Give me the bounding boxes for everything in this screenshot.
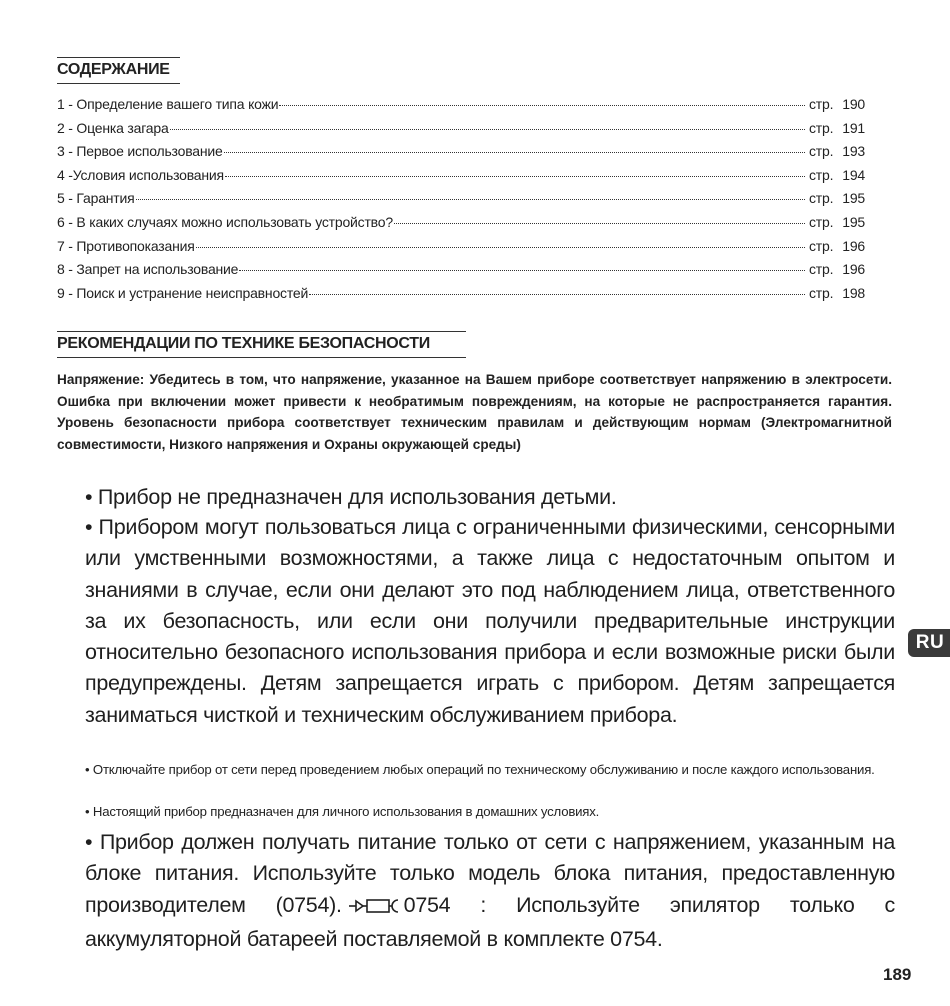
power-supply-text-a: • Прибор должен получать питание только от сети с напряжением, указанным на блоке питания. Используйте только модель блока питания, предоставленную производителем (0754). (85, 830, 895, 917)
toc-title: 7 - Противопоказания (57, 237, 195, 254)
toc-page-prefix: стр. (809, 143, 834, 160)
bullet-limited-capabilities: • Прибором могут пользоваться лица с ограниченными физическими, сенсорными или умственными возможностями, а также лица с недостаточным опытом и знаниями в случае, если они делают это под наблюдением лица, ответственного за их безопасность, или если они получили предварительные инструкции относительно безопасного использования прибора и если возможные риски были предупреждены. Детям запрещается играть с прибором. Детям запрещается заниматься чисткой и техническим обслуживанием прибора. (85, 515, 895, 727)
bullet-unplug: • Отключайте прибор от сети перед проведением любых операций по техническому обслуживанию и после каждого использования. (85, 762, 875, 777)
toc-row (57, 143, 865, 167)
toc-page-number: 198 (842, 284, 865, 301)
toc-title: 9 - Поиск и устранение неисправностей (57, 284, 309, 301)
toc-leader-dots (394, 223, 805, 224)
toc-title: 8 - Запрет на использование (57, 261, 239, 278)
power-adapter-symbol-icon (348, 893, 400, 924)
toc-row (57, 214, 865, 238)
safety-heading: РЕКОМЕНДАЦИИ ПО ТЕХНИКЕ БЕЗОПАСНОСТИ (57, 331, 466, 358)
toc-page-number: 193 (842, 143, 865, 160)
toc-leader-dots (225, 176, 805, 177)
toc-leader-dots (309, 294, 805, 295)
toc-leader-dots (170, 129, 805, 130)
toc-row (57, 261, 865, 285)
toc-page-number: 195 (842, 190, 865, 207)
toc-title: 4 -Условия использования (57, 166, 224, 183)
toc-page-number: 190 (842, 96, 865, 112)
toc-row (57, 167, 865, 191)
toc-page-prefix: стр. (809, 284, 834, 301)
toc-page-number: 196 (842, 261, 865, 278)
bullet-home-use: • Настоящий прибор предназначен для личного использования в домашних условиях. (85, 804, 600, 819)
toc-page-prefix: стр. (809, 96, 834, 112)
toc-page-number: 191 (842, 119, 865, 136)
toc-page-prefix: стр. (809, 213, 834, 230)
toc-row (57, 96, 865, 120)
power-supply-text-b: 0754 : Используйте эпилятор только с аккумуляторной батареей поставляемой в комплекте 0754. (85, 892, 895, 951)
toc-row (57, 190, 865, 214)
bullet-children: • Прибор не предназначен для использования детьми. (85, 485, 617, 509)
toc-leader-dots (196, 247, 805, 248)
toc-page-number: 194 (842, 166, 865, 183)
toc-leader-dots (136, 199, 805, 200)
toc-page-number: 196 (842, 237, 865, 254)
toc-leader-dots (239, 270, 805, 271)
toc-title: 6 - В каких случаях можно использовать устройство? (57, 213, 393, 230)
toc-leader-dots (279, 105, 805, 106)
toc-page-number: 195 (842, 213, 865, 230)
language-tab: RU (908, 629, 950, 657)
toc-row (57, 120, 865, 144)
bullet-power-supply (85, 827, 895, 955)
toc-row (57, 285, 865, 309)
toc-title: 1 - Определение вашего типа кожи (57, 96, 279, 112)
contents-heading: СОДЕРЖАНИЕ (57, 57, 180, 84)
toc-page-prefix: стр. (809, 190, 834, 207)
toc-page-prefix: стр. (809, 166, 834, 183)
voltage-warning: Напряжение: Убедитесь в том, что напряжение, указанное на Вашем приборе соответствует напряжению в электросети. Ошибка при включении может привести к необратимым повреждениям, на которые не распространяется гарантия. Уровень безопасности прибора соответствует техническим правилам и действующим нормам (Электромагнитной совместимости, Низкого напряжения и Охраны окружающей среды) (57, 372, 892, 452)
toc-page-prefix: стр. (809, 119, 834, 136)
toc-title: 3 - Первое использование (57, 143, 223, 160)
toc-leader-dots (224, 152, 805, 153)
toc-title: 2 - Оценка загара (57, 119, 169, 136)
toc-page-prefix: стр. (809, 237, 834, 254)
table-of-contents (57, 96, 865, 308)
toc-row (57, 238, 865, 262)
toc-title: 5 - Гарантия (57, 190, 135, 207)
toc-page-prefix: стр. (809, 261, 834, 278)
page-number: 189 (883, 965, 912, 984)
